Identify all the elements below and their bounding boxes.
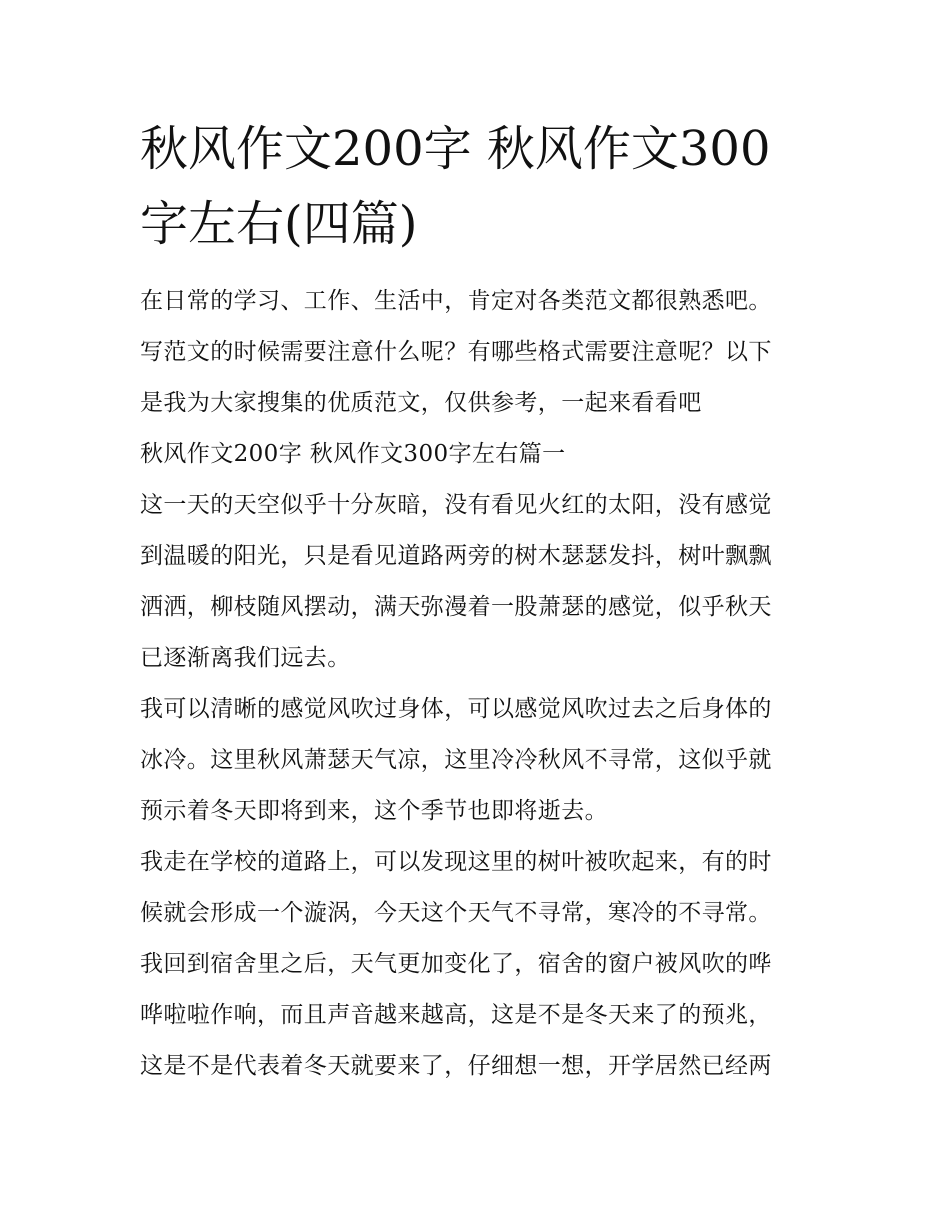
paragraph-line: 我回到宿舍里之后，天气更加变化了，宿舍的窗户被风吹的哗 bbox=[140, 951, 772, 977]
paragraph-line: 冰冷。这里秋风萧瑟天气凉，这里冷冷秋风不寻常，这似乎就 bbox=[140, 747, 772, 773]
paragraph-line: 这一天的天空似乎十分灰暗，没有看见火红的太阳，没有感觉 bbox=[140, 492, 772, 518]
paragraph-line: 到温暖的阳光，只是看见道路两旁的树木瑟瑟发抖，树叶飘飘 bbox=[140, 543, 772, 569]
paragraph-line: 预示着冬天即将到来，这个季节也即将逝去。 bbox=[140, 798, 608, 824]
paragraph-line: 这是不是代表着冬天就要来了，仔细想一想，开学居然已经两 bbox=[140, 1053, 772, 1079]
title-line: 秋风作文200字 秋风作文300 bbox=[140, 121, 771, 177]
paragraph-line: 洒洒，柳枝随风摆动，满天弥漫着一股萧瑟的感觉，似乎秋天 bbox=[140, 594, 772, 620]
intro-line: 在日常的学习、工作、生活中，肯定对各类范文都很熟悉吧。 bbox=[140, 288, 772, 314]
intro-line: 写范文的时候需要注意什么呢？有哪些格式需要注意呢？以下 bbox=[140, 339, 772, 365]
paragraph-line: 哗啦啦作响，而且声音越来越高，这是不是冬天来了的预兆， bbox=[140, 1002, 772, 1028]
paragraph-line: 候就会形成一个漩涡，今天这个天气不寻常，寒冷的不寻常。 bbox=[140, 900, 772, 926]
paragraph-line: 已逐渐离我们远去。 bbox=[140, 645, 351, 671]
intro-line: 是我为大家搜集的优质范文，仅供参考，一起来看看吧 bbox=[140, 390, 702, 416]
document-title bbox=[140, 112, 820, 262]
paragraph-line: 我可以清晰的感觉风吹过身体，可以感觉风吹过去之后身体的 bbox=[140, 696, 772, 722]
section-heading: 秋风作文200字 秋风作文300字左右篇一 bbox=[140, 441, 566, 467]
document-body bbox=[140, 276, 820, 1092]
title-line: 字左右(四篇) bbox=[140, 196, 418, 252]
paragraph-line: 我走在学校的道路上，可以发现这里的树叶被吹起来，有的时 bbox=[140, 849, 772, 875]
